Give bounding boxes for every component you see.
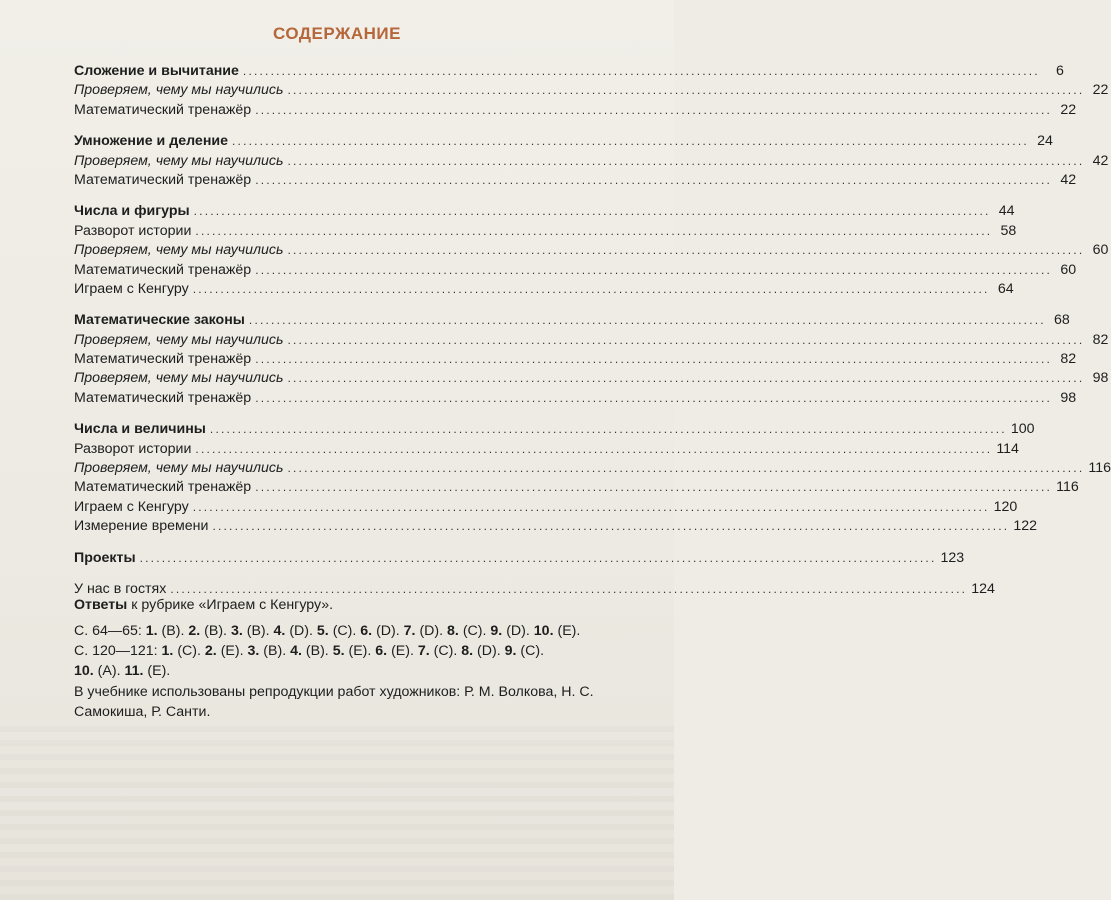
answers-line-3 (74, 661, 634, 681)
answers-block (74, 595, 634, 681)
answer-text: (В). (301, 643, 333, 659)
answer-text: (D). (285, 623, 317, 639)
answer-text: (Е). (387, 643, 418, 659)
toc-page-number: 58 (1000, 222, 1017, 239)
section-spacer (74, 408, 632, 420)
toc-page-number: 114 (996, 440, 1019, 457)
toc-entry (74, 517, 1038, 536)
page-title: СОДЕРЖАНИЕ (273, 24, 401, 43)
answer-number: 6. (360, 623, 373, 639)
answer-text: (С). (458, 623, 491, 639)
toc-leader-dots: ................................................................................................................................................ (255, 102, 1053, 117)
toc-page-number: 120 (993, 498, 1018, 515)
toc-section-heading (74, 132, 1053, 151)
toc-leader-dots: ................................................................................................................................................ (170, 581, 968, 596)
toc-entry (74, 459, 1111, 478)
answer-text: (Е). (553, 623, 581, 639)
answer-number: 2. (188, 623, 201, 639)
toc-leader-dots: ................................................................................................................................................ (255, 352, 1053, 367)
toc-page-number: 100 (1010, 421, 1035, 438)
answer-text: (D). (415, 623, 448, 639)
answer-number: 1. (145, 623, 158, 639)
toc-page-number: 123 (940, 549, 965, 566)
toc-entry-title: Играем с Кенгуру (74, 280, 189, 297)
toc-entry-title: Умножение и деление (74, 133, 229, 150)
toc-entry-title: Математический тренажёр (74, 171, 252, 188)
toc-leader-dots: ................................................................................................................................................ (195, 223, 993, 238)
answer-number: 5. (316, 623, 329, 639)
answer-number: 5. (332, 643, 345, 659)
toc-leader-dots: ................................................................................................................................................ (255, 480, 1053, 495)
toc-entry (74, 478, 1079, 497)
toc-page-number: 44 (998, 203, 1015, 220)
toc-entry (74, 101, 1077, 120)
toc-entry (74, 241, 1109, 260)
toc-entry-title: Математический тренажёр (74, 351, 252, 368)
section-spacer (74, 190, 632, 202)
answer-number: 6. (375, 643, 388, 659)
section-spacer (74, 568, 632, 580)
toc-section-heading (74, 62, 1064, 81)
toc-page-number: 124 (971, 580, 995, 597)
toc-page-number: 60 (1060, 261, 1077, 278)
section-spacer (74, 299, 632, 311)
toc-leader-dots: ................................................................................................................................................ (287, 371, 1085, 386)
toc-entry-title: Проверяем, чему мы научились (74, 331, 284, 348)
answer-number: 9. (490, 623, 503, 639)
toc-page-number: 98 (1092, 370, 1109, 387)
answer-text: (С). (328, 623, 361, 639)
toc-section-heading (74, 202, 1015, 221)
toc-entry-title: Математический тренажёр (74, 479, 252, 496)
toc-page-number: 98 (1060, 389, 1077, 406)
toc-page-number: 6 (1055, 63, 1064, 79)
answers-heading-bold: Ответы (74, 597, 128, 613)
toc-entry (74, 81, 1109, 100)
answer-number: 8. (461, 643, 474, 659)
answer-text: (В). (259, 643, 291, 659)
answer-number: 10. (74, 663, 94, 679)
answer-number: 11. (124, 663, 144, 679)
toc-leader-dots: ................................................................................................................................................ (287, 461, 1085, 476)
answer-number: 4. (273, 623, 286, 639)
toc-entry-title: Проекты (74, 549, 136, 566)
toc-entry (74, 280, 1014, 299)
answer-text: (В). (242, 623, 274, 639)
toc-leader-dots: ................................................................................................................................................ (242, 64, 1040, 78)
toc-entry (74, 389, 1077, 408)
toc-entry (74, 261, 1077, 280)
toc-page-number: 60 (1092, 242, 1109, 259)
toc-leader-dots: ................................................................................................................................................ (192, 281, 990, 296)
toc-page-number: 82 (1092, 331, 1109, 348)
toc-entry-title: Играем с Кенгуру (74, 498, 189, 515)
toc-leader-dots: ................................................................................................................................................ (255, 262, 1053, 277)
toc-page-number: 116 (1088, 460, 1111, 477)
toc-entry (74, 152, 1109, 171)
answer-text: (С). (429, 643, 462, 659)
answer-number: 3. (247, 643, 260, 659)
toc-entry-title: Проверяем, чему мы научились (74, 460, 284, 477)
toc-section-heading (74, 311, 1070, 330)
answer-number: 10. (533, 623, 554, 639)
answer-text: (Е). (143, 663, 171, 679)
toc-page-number: 42 (1092, 152, 1109, 169)
toc-leader-dots: ................................................................................................................................................ (195, 441, 993, 456)
answer-text: (С). (516, 643, 545, 659)
toc-entry-title: Разворот истории (74, 222, 192, 239)
toc-leader-dots: ................................................................................................................................................ (232, 134, 1029, 149)
toc-leader-dots: ................................................................................................................................................ (192, 499, 990, 514)
toc-section-heading (74, 549, 965, 568)
answer-text: (В). (200, 623, 231, 639)
toc-entry-title: Проверяем, чему мы научились (74, 242, 284, 259)
toc-page-number: 82 (1060, 351, 1077, 368)
answer-number: 4. (290, 643, 302, 659)
answer-number: 9. (504, 643, 517, 659)
toc-entry-title: У нас в гостях (74, 580, 167, 597)
toc-entry (74, 440, 1019, 459)
toc-entry-title: Числа и фигуры (74, 203, 190, 220)
toc-page-number: 22 (1060, 101, 1077, 118)
toc-entry-title: Числа и величины (74, 421, 206, 438)
toc-entry-title: Проверяем, чему мы научились (74, 82, 284, 99)
answers-line-1 (74, 621, 634, 641)
toc-section-heading (74, 420, 1035, 439)
answer-number: 3. (230, 623, 243, 639)
toc-entry-title: Проверяем, чему мы научились (74, 370, 284, 387)
toc-leader-dots: ................................................................................................................................................ (139, 550, 937, 565)
toc-page-number: 116 (1056, 479, 1079, 496)
toc-leader-dots: ................................................................................................................................................ (255, 390, 1053, 405)
answer-number: 8. (447, 623, 459, 639)
toc-page-number: 64 (997, 280, 1014, 297)
toc-entry-title: Математические законы (74, 312, 245, 329)
toc-entry-title: Сложение и вычитание (74, 63, 239, 79)
toc-entry-title: Математический тренажёр (74, 101, 252, 118)
toc-leader-dots: ................................................................................................................................................ (193, 204, 991, 219)
answer-text: (А). (93, 663, 125, 679)
section-spacer (74, 537, 632, 549)
toc-leader-dots: ................................................................................................................................................ (255, 172, 1053, 187)
toc-page-number: 122 (1013, 518, 1038, 535)
answer-text: С. 64—65: (74, 623, 146, 639)
toc-page-number: 22 (1092, 82, 1109, 99)
toc-page-number: 42 (1060, 171, 1077, 188)
toc-entry (74, 171, 1077, 190)
toc-page-number: 68 (1054, 312, 1070, 329)
answer-number: 7. (417, 643, 430, 659)
answer-text: (Е). (344, 643, 376, 659)
answer-number: 7. (403, 623, 416, 639)
toc-leader-dots: ................................................................................................................................................ (287, 83, 1085, 98)
answer-text: С. 120—121: (74, 643, 162, 659)
toc-page-number: 24 (1037, 133, 1053, 150)
show-through-background (0, 720, 674, 900)
toc-leader-dots: ................................................................................................................................................ (287, 243, 1085, 258)
toc-entry-title: Математический тренажёр (74, 261, 252, 278)
answers-heading-rest: к рубрике «Играем с Кенгуру». (127, 597, 334, 613)
answers-heading (74, 595, 634, 615)
illustration-credits: В учебнике использованы репродукции работ художников: Р. М. Волкова, Н. С. Самокиша, Р. Санти. (74, 684, 594, 720)
answers-line-2 (74, 641, 634, 661)
table-of-contents (74, 62, 1111, 599)
toc-entry (74, 222, 1017, 241)
toc-entry (74, 498, 1018, 517)
answer-text: (С). (173, 643, 205, 659)
toc-entry-title: Разворот истории (74, 440, 192, 457)
answer-text: (D). (473, 643, 505, 659)
toc-leader-dots: ................................................................................................................................................ (212, 519, 1010, 534)
toc-entry (74, 350, 1077, 369)
section-spacer (74, 120, 632, 132)
toc-leader-dots: ................................................................................................................................................ (209, 422, 1007, 437)
toc-leader-dots: ................................................................................................................................................ (287, 153, 1085, 168)
answer-text: (Е). (216, 643, 248, 659)
answer-text: (D). (502, 623, 534, 639)
toc-leader-dots: ................................................................................................................................................ (287, 332, 1085, 347)
answer-number: 2. (204, 643, 217, 659)
answer-text: (В). (157, 623, 189, 639)
toc-leader-dots: ................................................................................................................................................ (248, 313, 1046, 328)
toc-entry-title: Измерение времени (74, 518, 209, 535)
answer-text: (D). (372, 623, 404, 639)
toc-entry (74, 369, 1109, 388)
toc-entry-title: Математический тренажёр (74, 389, 252, 406)
answer-number: 1. (161, 643, 174, 659)
toc-entry-title: Проверяем, чему мы научились (74, 152, 284, 169)
toc-entry (74, 331, 1109, 350)
